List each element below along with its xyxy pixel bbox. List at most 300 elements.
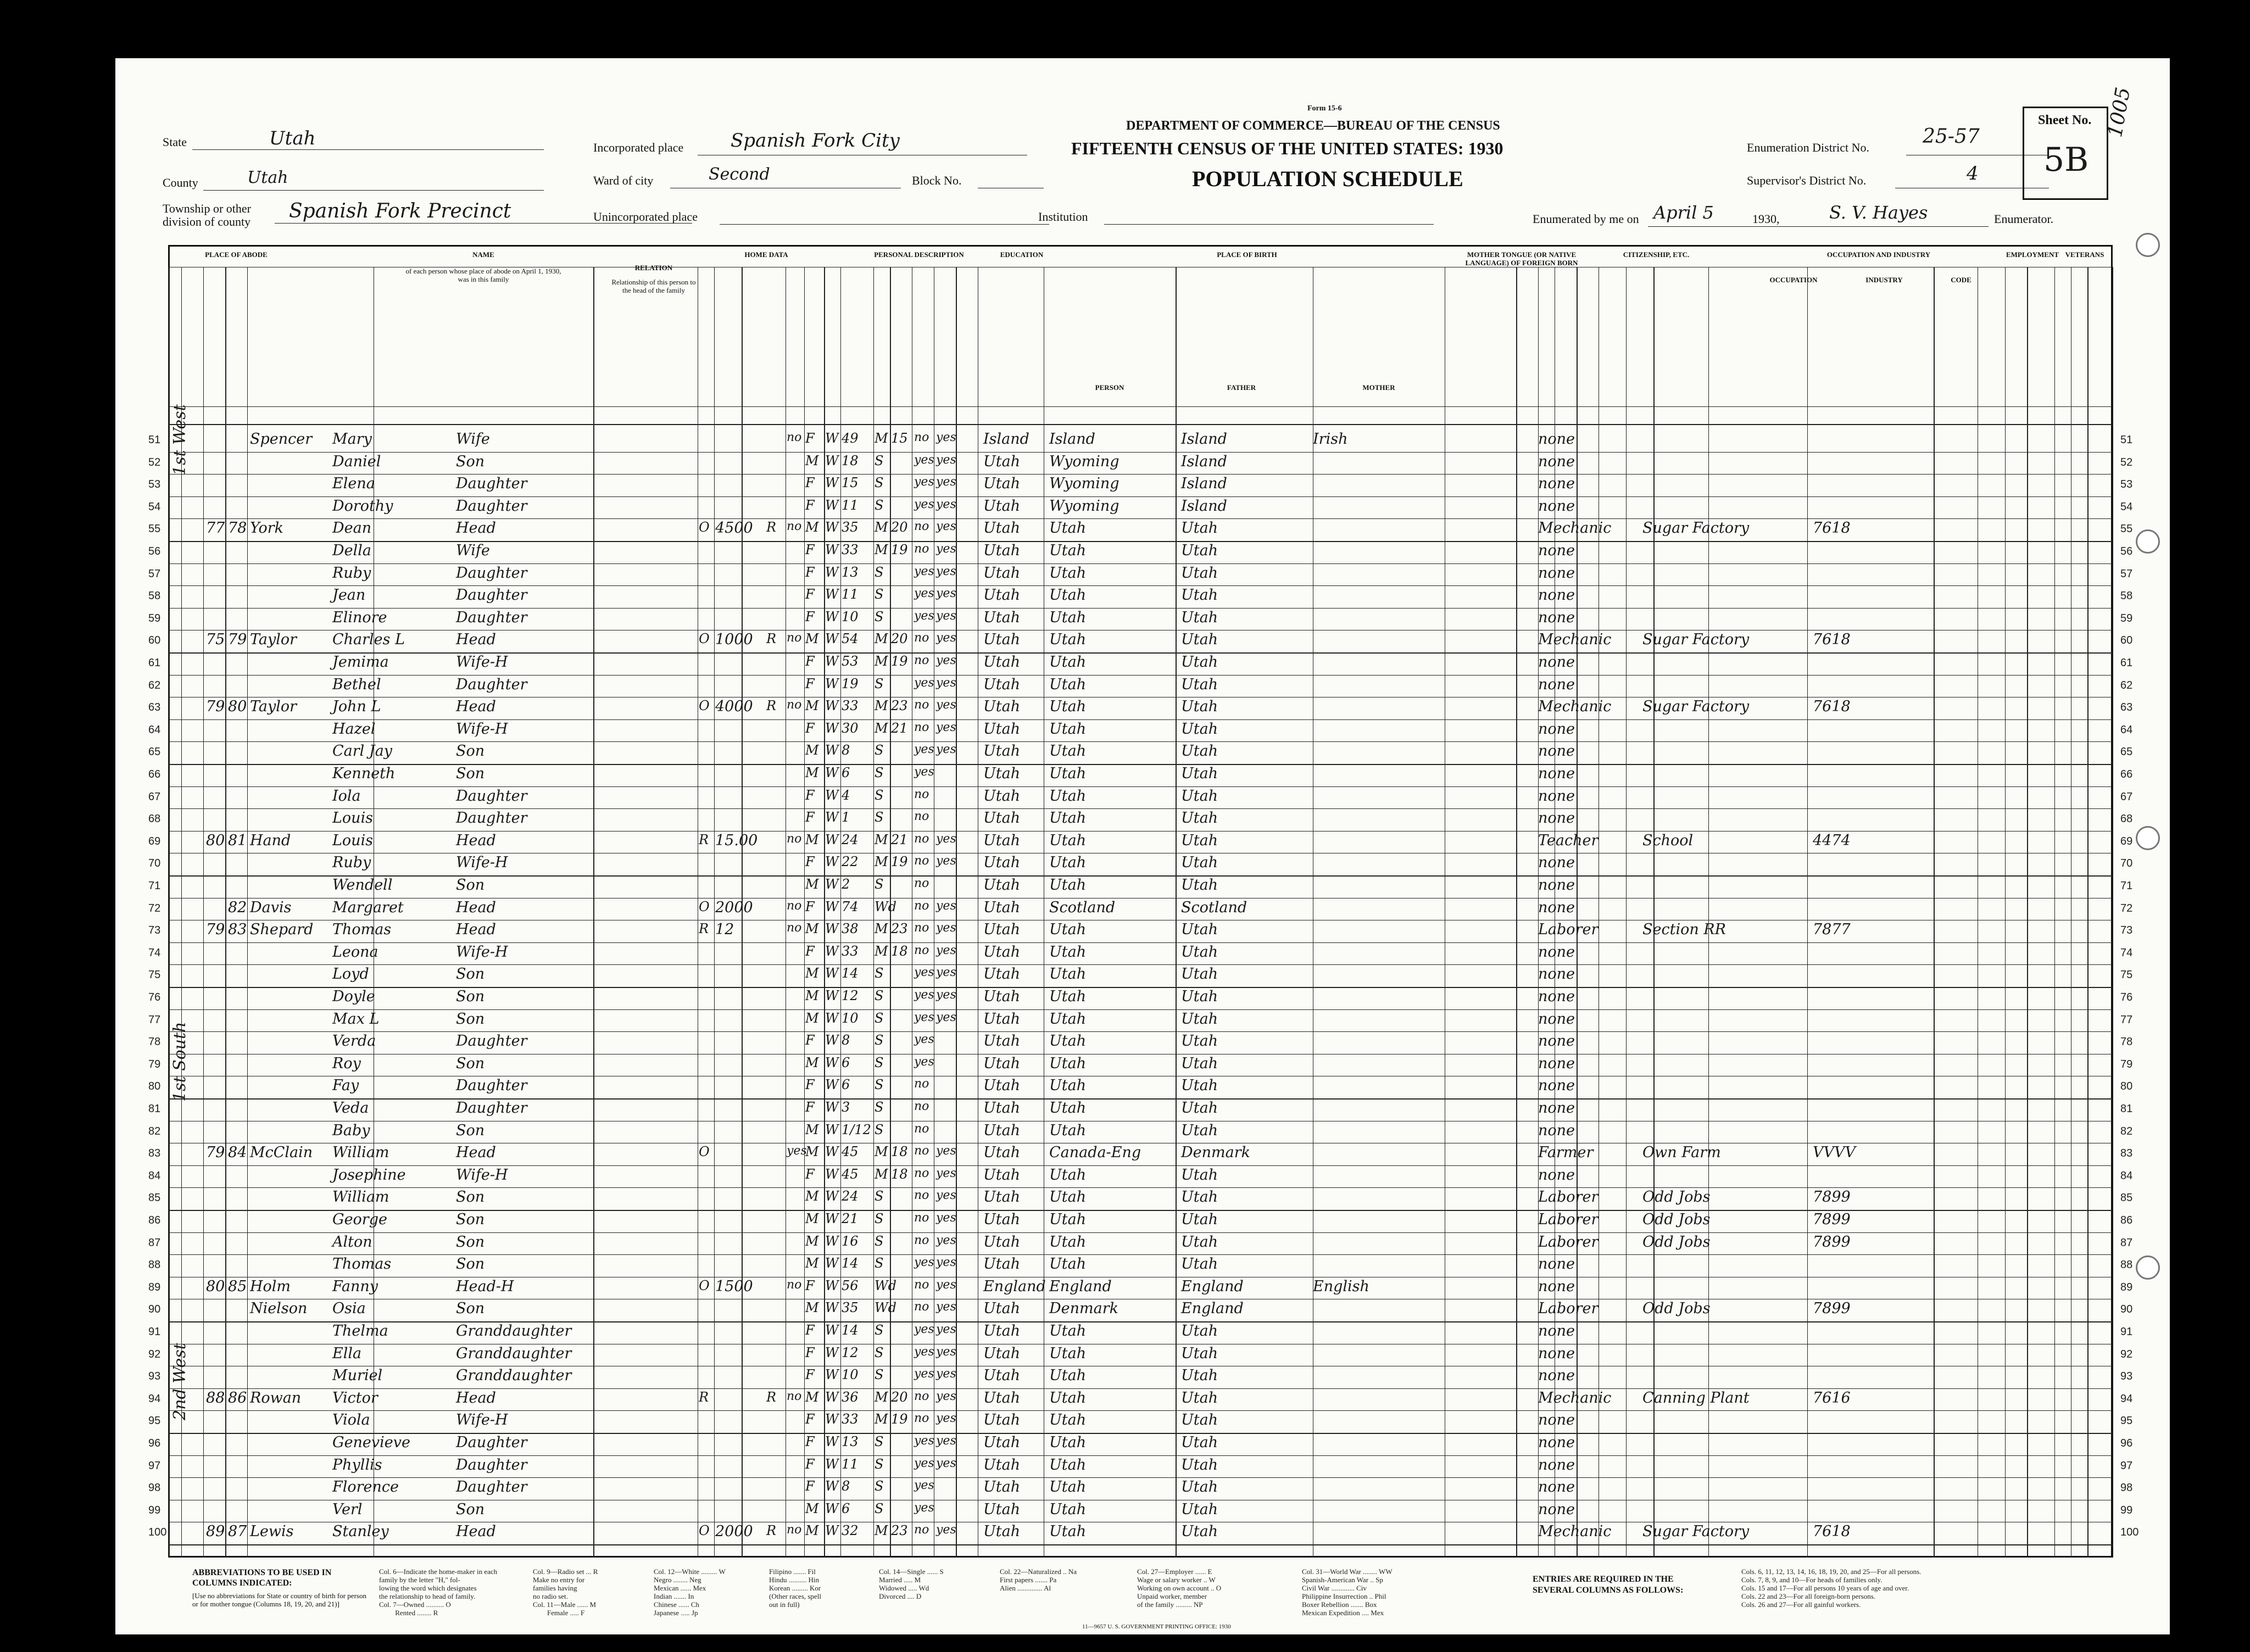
- cell-occ: none: [1538, 810, 1575, 827]
- grid-column-line: [2054, 267, 2055, 1558]
- group-place-of-birth: PLACE OF BIRTH: [1217, 250, 1277, 259]
- cell-sex: F: [805, 1456, 815, 1472]
- cell-age: 49: [842, 431, 859, 446]
- cell-rel: Son: [456, 1188, 485, 1206]
- grid-column-line: [1807, 267, 1808, 1558]
- cell-ms: S: [875, 1233, 884, 1249]
- cell-sex: M: [805, 631, 819, 647]
- cell-race: W: [825, 1500, 839, 1516]
- cell-pob: Utah: [983, 1032, 1021, 1050]
- cell-given: Kenneth: [332, 765, 396, 782]
- cell-read: yes: [936, 654, 956, 667]
- cell-occ: Mechanic: [1538, 520, 1612, 537]
- cell-age: 33: [842, 943, 859, 959]
- cell-occ: none: [1538, 1255, 1575, 1273]
- table-row-line: [168, 942, 2113, 943]
- cell-sex: M: [805, 877, 819, 892]
- cell-ind: Odd Jobs: [1642, 1211, 1711, 1228]
- cell-read: yes: [936, 609, 956, 623]
- cell-race: W: [825, 1478, 839, 1494]
- cell-age: 24: [842, 831, 859, 847]
- cell-mpob: Utah: [1181, 1411, 1218, 1429]
- cell-school: yes: [914, 497, 934, 511]
- row-number-left: 96: [148, 1437, 161, 1449]
- cell-surname: McClain: [250, 1144, 313, 1162]
- cell-dw: 88: [206, 1389, 225, 1407]
- cell-ms: S: [875, 1478, 884, 1494]
- cell-tongue: English: [1313, 1277, 1369, 1295]
- census-year: 1930,: [1752, 212, 1780, 226]
- cell-mpob: Utah: [1181, 810, 1218, 827]
- cell-race: W: [825, 1456, 839, 1472]
- cell-sex: M: [805, 1233, 819, 1249]
- cell-farm: no: [787, 831, 802, 846]
- row-number-left: 59: [148, 612, 161, 624]
- cell-given: George: [332, 1211, 387, 1228]
- cell-occ: none: [1538, 654, 1575, 671]
- cell-agem: 20: [891, 520, 908, 535]
- cell-given: Jean: [332, 587, 366, 604]
- cell-ind: Sugar Factory: [1642, 698, 1750, 716]
- cell-mpob: Utah: [1181, 1456, 1218, 1474]
- cell-ms: Wd: [875, 1277, 897, 1293]
- cell-read: yes: [936, 431, 956, 444]
- cell-occ: Farmer: [1538, 1144, 1594, 1162]
- entries-title: ENTRIES ARE REQUIRED IN THE SEVERAL COLUMNS AS FOLLOWS:: [1533, 1575, 1684, 1595]
- cell-given: Mary: [332, 431, 372, 448]
- cell-race: W: [825, 1010, 839, 1026]
- cell-agem: 18: [891, 1166, 908, 1182]
- cell-given: Fay: [332, 1077, 359, 1095]
- cell-rel: Daughter: [456, 497, 527, 515]
- row-number-right: 78: [2120, 1036, 2133, 1048]
- cell-ms: S: [875, 1188, 884, 1204]
- cell-race: W: [825, 1144, 839, 1160]
- row-number-right: 66: [2120, 768, 2133, 780]
- cell-given: Bethel: [332, 676, 381, 693]
- row-number-right: 91: [2120, 1326, 2133, 1338]
- cell-school: yes: [914, 1478, 934, 1493]
- cell-read: yes: [936, 965, 956, 980]
- cell-surname: Holm: [250, 1277, 291, 1295]
- cell-race: W: [825, 542, 839, 557]
- cell-fpob: Utah: [1049, 1456, 1087, 1474]
- cell-ms: S: [875, 587, 884, 602]
- cell-surname: Spencer: [250, 431, 313, 448]
- cell-sex: F: [805, 475, 815, 491]
- cell-farm: no: [787, 431, 802, 444]
- table-row-line: [168, 786, 2113, 787]
- margin-street-2: 1st South: [170, 1022, 190, 1102]
- cell-pob: Utah: [983, 787, 1021, 805]
- cell-occ: none: [1538, 1478, 1575, 1496]
- cell-ms: M: [875, 431, 888, 446]
- cell-pob: Utah: [983, 609, 1021, 626]
- cell-mpob: Utah: [1181, 1166, 1218, 1184]
- cell-race: W: [825, 1277, 839, 1293]
- group-occupation: OCCUPATION AND INDUSTRY: [1826, 250, 1931, 259]
- cell-occ: none: [1538, 943, 1575, 961]
- cell-given: Veda: [332, 1100, 369, 1117]
- row-number-right: 79: [2120, 1058, 2133, 1070]
- cell-ms: S: [875, 877, 884, 892]
- cell-given: Genevieve: [332, 1434, 411, 1451]
- cell-tenure: R: [699, 1389, 709, 1405]
- enumerator-label: Enumerator.: [1994, 212, 2054, 226]
- cell-tenure: O: [699, 1277, 710, 1293]
- cell-fpob: Utah: [1049, 1032, 1087, 1050]
- cell-school: no: [914, 787, 929, 801]
- row-number-left: 99: [148, 1504, 161, 1516]
- cell-occ: none: [1538, 1411, 1575, 1429]
- cell-age: 10: [842, 1367, 859, 1383]
- cell-fpob: Utah: [1049, 965, 1087, 983]
- cell-school: no: [914, 1121, 929, 1136]
- cell-rel: Granddaughter: [456, 1344, 572, 1362]
- table-row-line: [168, 1232, 2113, 1233]
- cell-occ: none: [1538, 609, 1575, 626]
- cell-sex: M: [805, 743, 819, 758]
- cell-race: W: [825, 1188, 839, 1204]
- grid-column-line: [873, 267, 874, 1558]
- cell-race: W: [825, 943, 839, 959]
- cell-agem: 21: [891, 720, 908, 736]
- cell-sex: F: [805, 1322, 815, 1338]
- cell-tenure: O: [699, 898, 710, 914]
- cell-read: yes: [936, 587, 956, 601]
- row-number-right: 98: [2120, 1482, 2133, 1494]
- cell-fpob: Utah: [1049, 1233, 1087, 1251]
- cell-rel: Son: [456, 1300, 485, 1318]
- margin-street-3: 2nd West: [170, 1343, 190, 1420]
- cell-read: yes: [936, 1166, 956, 1180]
- cell-pob: Utah: [983, 1322, 1021, 1340]
- grid-column-line: [1708, 267, 1709, 1558]
- cell-ms: M: [875, 542, 888, 557]
- cell-tenure: O: [699, 1523, 710, 1539]
- cell-agem: 20: [891, 1389, 908, 1405]
- cell-ms: S: [875, 1077, 884, 1093]
- cell-given: Fanny: [332, 1277, 378, 1295]
- cell-ms: M: [875, 1144, 888, 1160]
- cell-ms: M: [875, 921, 888, 937]
- grid-column-line: [1516, 267, 1517, 1558]
- row-number-left: 90: [148, 1303, 161, 1316]
- cell-read: yes: [936, 943, 956, 957]
- cell-fpob: Utah: [1049, 1077, 1087, 1095]
- cell-school: yes: [914, 1500, 934, 1515]
- cell-fpob: Utah: [1049, 1211, 1087, 1228]
- cell-age: 11: [842, 587, 859, 602]
- cell-code: 7877: [1813, 921, 1851, 939]
- cell-age: 14: [842, 1322, 859, 1338]
- cell-given: Hazel: [332, 720, 376, 738]
- cell-given: Della: [332, 542, 371, 559]
- table-row-line: [168, 1410, 2113, 1411]
- cell-race: W: [825, 431, 839, 446]
- abbrev-col27: Col. 27—Employer ...... E Wage or salary worker .. W Working on own account .. O Unpaid worker, member of the family ......... NP: [1137, 1567, 1222, 1609]
- cell-school: no: [914, 898, 929, 913]
- county-value: Utah: [247, 168, 288, 187]
- cell-mpob: Utah: [1181, 1100, 1218, 1117]
- cell-given: Verl: [332, 1500, 363, 1518]
- cell-mpob: Utah: [1181, 1054, 1218, 1072]
- grid-column-line: [714, 267, 715, 1558]
- row-number-left: 88: [148, 1259, 161, 1271]
- cell-code: 7899: [1813, 1300, 1851, 1318]
- cell-rel: Son: [456, 877, 485, 894]
- cell-pob: Utah: [983, 1434, 1021, 1451]
- cell-ms: S: [875, 1054, 884, 1070]
- cell-fpob: Utah: [1049, 1367, 1087, 1385]
- cell-mpob: Utah: [1181, 587, 1218, 604]
- census-title: FIFTEENTH CENSUS OF THE UNITED STATES: 1930: [1071, 138, 1503, 158]
- cell-agem: 15: [891, 431, 908, 446]
- cell-rel: Daughter: [456, 609, 527, 626]
- row-number-left: 67: [148, 790, 161, 803]
- cell-pob: Utah: [983, 831, 1021, 849]
- cell-dw: 77: [206, 520, 225, 537]
- cell-pob: Utah: [983, 1255, 1021, 1273]
- cell-fpob: Island: [1049, 431, 1095, 448]
- cell-farm: no: [787, 631, 802, 645]
- cell-age: 3: [842, 1100, 850, 1115]
- cell-fpob: Utah: [1049, 988, 1087, 1005]
- cell-given: Ruby: [332, 564, 371, 582]
- punch-hole-top: [2136, 233, 2160, 257]
- cell-surname: Taylor: [250, 631, 297, 649]
- cell-pob: Utah: [983, 810, 1021, 827]
- cell-mpob: Utah: [1181, 654, 1218, 671]
- row-number-right: 87: [2120, 1236, 2133, 1249]
- cell-age: 6: [842, 1500, 850, 1516]
- cell-race: W: [825, 1434, 839, 1449]
- cell-occ: none: [1538, 1367, 1575, 1385]
- cell-pob: Utah: [983, 1121, 1021, 1139]
- cell-farm: no: [787, 921, 802, 935]
- cell-mpob: Utah: [1181, 1434, 1218, 1451]
- cell-sex: F: [805, 787, 815, 803]
- cell-mpob: Utah: [1181, 720, 1218, 738]
- cell-sex: M: [805, 1010, 819, 1026]
- cell-ms: Wd: [875, 1300, 897, 1316]
- row-number-right: 85: [2120, 1192, 2133, 1204]
- row-number-left: 66: [148, 768, 161, 780]
- cell-given: Elena: [332, 475, 375, 493]
- cell-mpob: Utah: [1181, 877, 1218, 894]
- cell-read: yes: [936, 1367, 956, 1381]
- row-number-right: 77: [2120, 1013, 2133, 1026]
- cell-age: 56: [842, 1277, 859, 1293]
- cell-fpob: Utah: [1049, 654, 1087, 671]
- cell-school: no: [914, 542, 929, 556]
- cell-pob: Utah: [983, 965, 1021, 983]
- cell-pob: Utah: [983, 475, 1021, 493]
- sheet-value: 5B: [2043, 141, 2089, 179]
- cell-surname: Nielson: [250, 1300, 308, 1318]
- cell-ms: S: [875, 1500, 884, 1516]
- cell-fpob: Utah: [1049, 631, 1087, 649]
- cell-school: no: [914, 1411, 929, 1426]
- cell-pob: Utah: [983, 1344, 1021, 1362]
- cell-given: Max L: [332, 1010, 380, 1028]
- cell-sex: M: [805, 988, 819, 1003]
- cell-read: yes: [936, 1389, 956, 1403]
- cell-rel: Son: [456, 965, 485, 983]
- cell-rel: Daughter: [456, 1032, 527, 1050]
- cell-race: W: [825, 1411, 839, 1427]
- cell-farm: yes: [787, 1144, 807, 1158]
- cell-fam: 85: [228, 1277, 247, 1295]
- cell-pob: Utah: [983, 698, 1021, 716]
- header-father: FATHER: [1227, 383, 1256, 392]
- cell-ms: M: [875, 1389, 888, 1405]
- department-title: DEPARTMENT OF COMMERCE—BUREAU OF THE CENSUS: [1126, 119, 1500, 133]
- cell-fpob: Utah: [1049, 1411, 1087, 1429]
- cell-read: yes: [936, 453, 956, 467]
- cell-race: W: [825, 743, 839, 758]
- cell-occ: none: [1538, 1121, 1575, 1139]
- cell-given: Thomas: [332, 1255, 392, 1273]
- cell-fpob: Utah: [1049, 1188, 1087, 1206]
- cell-pob: Utah: [983, 1166, 1021, 1184]
- cell-sex: M: [805, 1188, 819, 1204]
- cell-race: W: [825, 1054, 839, 1070]
- cell-value: 4500: [715, 520, 753, 537]
- cell-fpob: Utah: [1049, 720, 1087, 738]
- cell-race: W: [825, 1367, 839, 1383]
- cell-fpob: Utah: [1049, 676, 1087, 693]
- row-number-left: 71: [148, 880, 161, 892]
- cell-ms: M: [875, 831, 888, 847]
- cell-fpob: Utah: [1049, 1100, 1087, 1117]
- row-number-right: 73: [2120, 924, 2133, 937]
- sheet-stamp: 1005: [2104, 85, 2135, 139]
- cell-given: Dean: [332, 520, 372, 537]
- grid-column-line: [203, 267, 204, 1558]
- cell-fpob: Utah: [1049, 564, 1087, 582]
- cell-mpob: Utah: [1181, 631, 1218, 649]
- cell-age: 6: [842, 765, 850, 780]
- cell-dw: 75: [206, 631, 225, 649]
- cell-agem: 18: [891, 943, 908, 959]
- header-person: PERSON: [1095, 383, 1124, 392]
- cell-pob: Utah: [983, 1478, 1021, 1496]
- cell-sex: F: [805, 1100, 815, 1115]
- township-label: Township or other division of county: [163, 202, 251, 228]
- cell-agem: 23: [891, 1523, 908, 1539]
- cell-rel: Daughter: [456, 587, 527, 604]
- group-mother-tongue: MOTHER TONGUE (OR NATIVE LANGUAGE) OF FOREIGN BORN: [1465, 250, 1578, 267]
- cell-ms: S: [875, 1367, 884, 1383]
- cell-mpob: Utah: [1181, 1367, 1218, 1385]
- cell-mpob: Utah: [1181, 765, 1218, 782]
- incorporated-label: Incorporated place: [593, 141, 684, 154]
- cell-value: 4000: [715, 698, 753, 716]
- cell-school: yes: [914, 453, 934, 467]
- row-number-right: 68: [2120, 813, 2133, 825]
- cell-rel: Head-H: [456, 1277, 514, 1295]
- row-number-left: 92: [148, 1348, 161, 1360]
- cell-occ: none: [1538, 564, 1575, 582]
- cell-school: no: [914, 1144, 929, 1158]
- cell-race: W: [825, 765, 839, 780]
- row-number-right: 90: [2120, 1303, 2133, 1316]
- cell-race: W: [825, 1077, 839, 1093]
- row-number-left: 77: [148, 1013, 161, 1026]
- cell-code: 7618: [1813, 520, 1851, 537]
- cell-school: yes: [914, 1032, 934, 1047]
- cell-fam: 82: [228, 898, 247, 916]
- cell-mpob: Utah: [1181, 1344, 1218, 1362]
- cell-rel: Daughter: [456, 1077, 527, 1095]
- cell-rel: Son: [456, 1121, 485, 1139]
- cell-farm: no: [787, 698, 802, 712]
- table-row-line: [168, 452, 2113, 453]
- cell-given: Josephine: [332, 1166, 406, 1184]
- cell-mpob: Utah: [1181, 1188, 1218, 1206]
- cell-age: 8: [842, 1478, 850, 1494]
- cell-age: 11: [842, 1456, 859, 1472]
- cell-given: William: [332, 1144, 389, 1162]
- cell-mpob: Utah: [1181, 988, 1218, 1005]
- table-row-line: [168, 1031, 2113, 1032]
- cell-rel: Wife-H: [456, 943, 508, 961]
- cell-read: yes: [936, 921, 956, 935]
- cell-agem: 23: [891, 698, 908, 714]
- header-occupation: OCCUPATION: [1769, 276, 1818, 284]
- cell-read: yes: [936, 743, 956, 757]
- cell-age: 38: [842, 921, 859, 937]
- cell-sex: M: [805, 1211, 819, 1226]
- table-row-line: [168, 1165, 2113, 1166]
- cell-rel: Head: [456, 631, 496, 649]
- cell-radio: R: [766, 1523, 777, 1539]
- cell-school: yes: [914, 743, 934, 757]
- cell-school: yes: [914, 587, 934, 601]
- row-number-left: 80: [148, 1080, 161, 1093]
- cell-age: 30: [842, 720, 859, 736]
- group-education: EDUCATION: [1000, 250, 1044, 259]
- cell-given: Stanley: [332, 1523, 389, 1541]
- cell-rel: Wife: [456, 431, 490, 448]
- cell-fpob: Denmark: [1049, 1300, 1118, 1318]
- grid-column-line: [2005, 267, 2006, 1558]
- cell-occ: none: [1538, 1032, 1575, 1050]
- cell-mpob: Denmark: [1181, 1144, 1250, 1162]
- cell-code: 7618: [1813, 631, 1851, 649]
- grid-column-line: [2087, 267, 2089, 1558]
- row-number-left: 56: [148, 545, 161, 557]
- cell-mpob: Utah: [1181, 1500, 1218, 1518]
- cell-race: W: [825, 631, 839, 647]
- cell-given: William: [332, 1188, 389, 1206]
- cell-age: 4: [842, 787, 850, 803]
- cell-tenure: R: [699, 921, 709, 937]
- cell-mpob: Utah: [1181, 1478, 1218, 1496]
- cell-rel: Wife-H: [456, 854, 508, 872]
- enumerated-date: April 5: [1653, 202, 1714, 223]
- cell-value: 12: [715, 921, 734, 939]
- cell-pob: Utah: [983, 765, 1021, 782]
- cell-sex: M: [805, 1255, 819, 1271]
- cell-surname: Lewis: [250, 1523, 294, 1541]
- cell-tenure: O: [699, 698, 710, 714]
- cell-race: W: [825, 1121, 839, 1137]
- cell-pob: Utah: [983, 564, 1021, 582]
- cell-school: yes: [914, 965, 934, 980]
- cell-school: no: [914, 831, 929, 846]
